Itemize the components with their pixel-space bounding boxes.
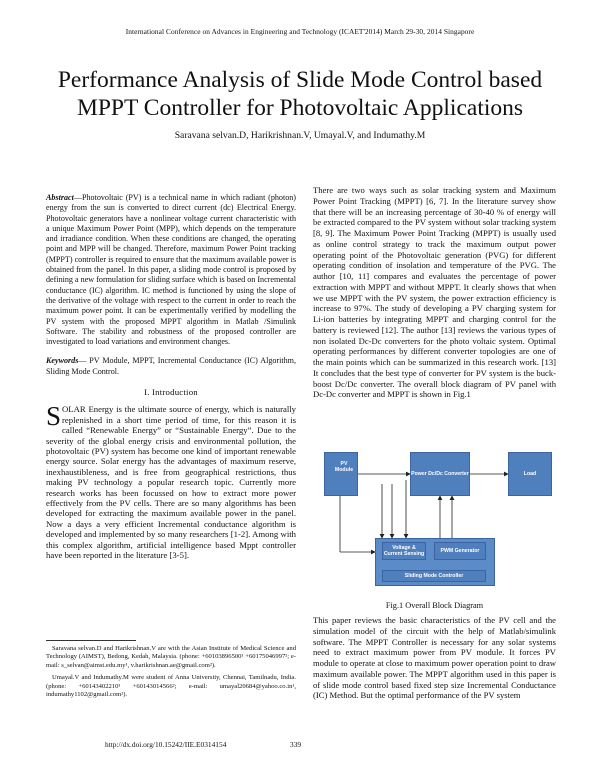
pwm-generator-block [434, 542, 486, 560]
keywords [46, 356, 296, 377]
introduction-paragraph [46, 401, 296, 561]
conference-header: International Conference on Advances in Engineering and Technology (ICAET'2014) March 29-30, 2014 Singapore [125, 27, 475, 36]
footnotes [46, 645, 296, 703]
footer-doi-link[interactable]: http://dx.doi.org/10.15242/IIE.E0314154 [105, 740, 227, 749]
footnote-divider [46, 640, 136, 641]
block-diagram-figure [320, 446, 560, 596]
pv-module-block [324, 452, 358, 496]
title-line-2: MPPT Controller for Photovoltaic Applications [76, 95, 524, 121]
sliding-mode-controller-block [382, 570, 486, 582]
pwm-label: PWM Generator [440, 548, 480, 554]
footnote-authors-anna-university: Umayal.V and Indumathy.M were student of Anna University, Chennai, Tamilnadu, India. (phone: +60143402210¹ +60143014566²; e-mail: umayal20684@yahoo.co.in¹, indumathy1102@gmail.com²). [46, 674, 296, 699]
title-line-1: Performance Analysis of Slide Mode Control based [57, 67, 543, 93]
right-column [313, 185, 556, 400]
load-block [508, 452, 552, 496]
right-column-continued [313, 615, 556, 701]
right-column-paragraph: There are two ways such as solar tracking system and Maximum Power Point Tracking (MPPT) [6, 7]. In the literature survey show that there will be an increasing percentage of 30-40 % of energy will be extracted compared to the PV system without solar tracking system [8, 9]. The Maximum Power Point Tracking (MPPT) is usually used as online control strategy to track the maximum output power operating point of the Photovoltaic generation (PVG) for different operating condition of insolation and temperature of the PVG. The author [10, 11] compares and evaluates the percentage of power extraction with MPPT and without MPPT. It clearly shows that when we use MPPT with the PV system, the power extraction efficiency is increase to 97%. The study of developing a PV charging system for Li-ion batteries by integrating MPPT and charging control for the battery is reviewed [12]. The author [13] reviews the various types of non isolated Dc-Dc converters for the photo voltaic system. Optimal operating performances by different converter topologies are one of the main points which can be summarized in this research work. [13] It concludes that the best type of converter for PV system is the buck-boost Dc/Dc converter. The overall block diagram of PV panel with Dc-Dc converter and MPPT is shown in Fig.1 [313, 185, 556, 400]
voltage-current-sensing-block [382, 542, 426, 560]
abstract [46, 193, 296, 347]
figure-caption: Fig.1 Overall Block Diagram [385, 601, 484, 610]
footnote-authors-aimst: Saravana selvan.D and Harikrishnan.V are with the Asian Institute of Medical Science and Technology (AIMST), Bedong, Kedah, Malaysia. (phone: +60103896500¹ +60175046997²; e-mail: s_selvan@aimst.edu.my¹, v.harikrishnan.ae@gmail.com²). [46, 645, 296, 669]
paper-title [30, 66, 570, 122]
right-column-paragraph-2: This paper reviews the basic characteristics of the PV cell and the simulation model of the circuit with the help of Matlab/simulink software. The MPPT Controller is necessary for any solar systems need to extract maximum power from PV module. It forces PV module to operate at close to maximum power operation point to draw maximum available power. The MPPT algorithm used in this paper is of slide mode control based fixed step size Incremental Conductance (IC) Method. But the optimal performance of the PV system [313, 615, 556, 701]
load-label: Load [523, 471, 537, 477]
page-number: 339 [290, 740, 302, 749]
keywords-text: — PV Module, MPPT, Incremental Conductance (IC) Algorithm, Sliding Mode Control. [46, 356, 296, 376]
voltage-sensing-label: Voltage & Current Sensing [383, 545, 425, 557]
section-heading-introduction: I. Introduction [144, 387, 198, 398]
abstract-text: —Photovoltaic (PV) is a technical name in which radiant (photon) energy from the sun is converted to direct current (dc) Electrical Energy. Photovoltaic generators have a nonlinear voltage current characteristic with a unique Maximum Power Point (MPP), which depends on the temperature and irradiance condition. When these conditions are changed, the operating point and MPP will be changed. Therefore, maximum Power Point tracking (MPPT) controller is required to ensure that the maximum available power is obtained from the panel. In this paper, a sliding mode control is proposed by defining a new formulation for sliding surface which is based on Incremental conductance (IC) algorithm. IC method is functioned by using the slope of the derivative of the voltage with respect to the current in order to reach the maximum power point. It can be experimentally verified by modelling the PV system with the proposed MPPT algorithm in Matlab /Simulink Software. The stability and robustness of the proposed controller are investigated to load variations and environment changes. [46, 193, 296, 347]
author-list: Saravana selvan.D, Harikrishnan.V, Umayal.V, and Indumathy.M [174, 130, 426, 141]
keywords-label: Keywords [46, 356, 79, 366]
abstract-label: Abstract [46, 193, 74, 202]
drop-cap: S [46, 401, 62, 432]
smc-label: Sliding Mode Controller [404, 573, 464, 579]
introduction-text: OLAR Energy is the ultimate source of energy, which is naturally replenished in a short time period of time, for this reason it is called “Renewable Energy” or “Sustainable Energy”. Due to the severity of the global energy crisis and environmental pollution, the photovoltaic (PV) system has become one kind of important renewable energy source. Solar energy has the advantages of maximum reserve, inexhaustibleness, and is free from geographical restrictions, thus making PV technology a popular research topic. Currently more research works has been focussed on how to extract more power effectively from the PV cells. There are so many algorithms has been developed for extracting the maximum available power in the panel. Now a days a very efficient Incremental conductance algorithm is developed and implemented by so many researchers [1-2]. Among with this complex algorithm, artificial intelligence based Mppt controller have been reported in the literature [3-5]. [46, 404, 296, 561]
left-column [46, 193, 296, 560]
dc-dc-converter-block [410, 452, 470, 496]
converter-label: Power Dc/Dc Converter [411, 471, 469, 477]
pv-module-label: PV Module [334, 461, 354, 473]
